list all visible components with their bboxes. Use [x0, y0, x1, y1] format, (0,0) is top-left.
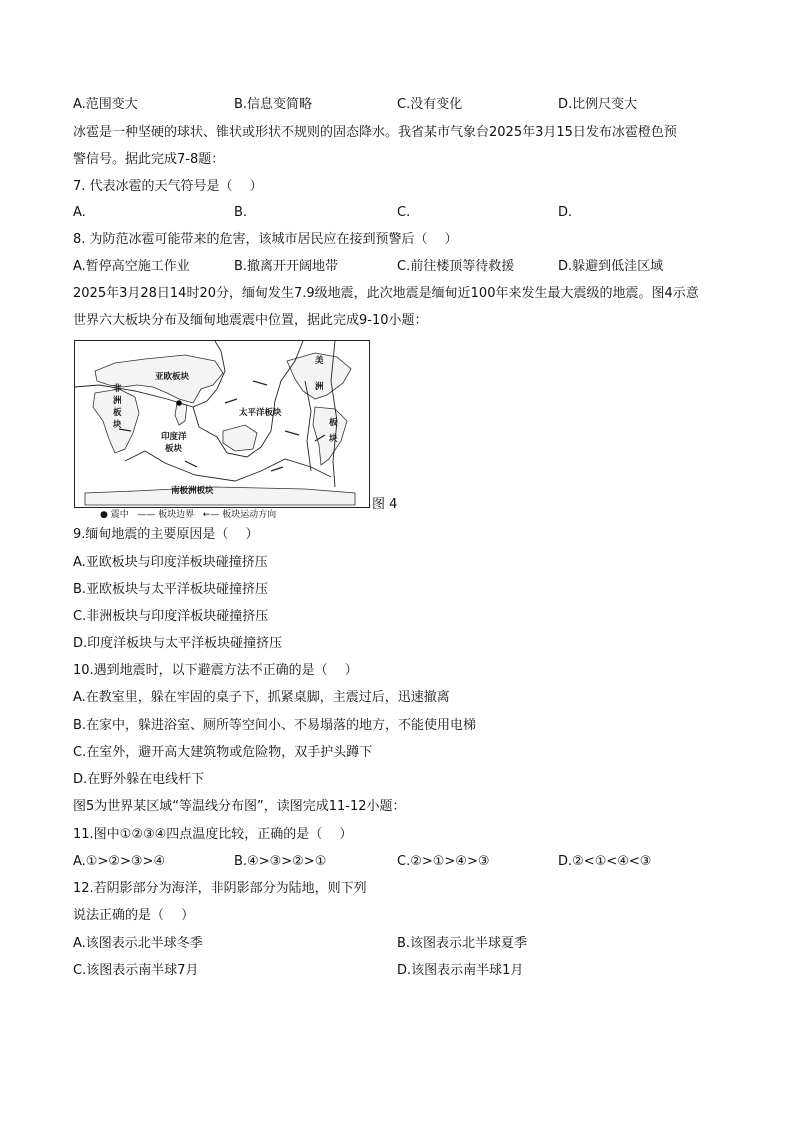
- q6-option-a: A.范围变大: [73, 97, 138, 112]
- q7-option-b: B.: [234, 205, 248, 220]
- q8-option-d: D.躲避到低洼区域: [558, 259, 664, 274]
- q9-option-d: D.印度洋板块与太平洋板块碰撞挤压: [73, 636, 283, 651]
- label-american-plate-1: 美: [315, 356, 324, 366]
- q10-stem: 10.遇到地震时，以下避震方法不正确的是（ ）: [73, 663, 358, 678]
- q7-option-d: D.: [558, 205, 573, 220]
- hail-intro-line-2: 警信号。据此完成7-8题：: [73, 152, 225, 167]
- q12-stem-line-1: 12.若阴影部分为海洋，非阴影部分为陆地，则下列: [73, 881, 367, 896]
- q10-option-b: B.在家中，躲进浴室、厕所等空间小、不易塌落的地方，不能使用电梯: [73, 718, 477, 733]
- q7-option-a: A.: [73, 205, 86, 220]
- label-eurasian-plate: 亚欧板块: [155, 372, 190, 382]
- q6-option-d: D.比例尺变大: [558, 97, 638, 112]
- label-indian-plate-2: 板块: [165, 444, 183, 454]
- label-american-plate-3: 板: [329, 418, 338, 428]
- q8-option-c: C.前往楼顶等待救援: [397, 259, 515, 274]
- q9-stem: 9.缅甸地震的主要原因是（ ）: [73, 527, 259, 542]
- label-african-plate-3: 板: [113, 408, 122, 418]
- q12-stem-line-2: 说法正确的是（ ）: [73, 908, 195, 923]
- quake-intro-line-2: 世界六大板块分布及缅甸地震震中位置，据此完成9-10小题：: [73, 313, 428, 328]
- q7-stem: 7. 代表冰雹的天气符号是（ ）: [73, 179, 263, 194]
- q10-option-d: D.在野外躲在电线杆下: [73, 772, 205, 787]
- q12-option-b: B.该图表示北半球夏季: [397, 936, 528, 951]
- q11-option-a: A.①>②>③>④: [73, 854, 166, 869]
- q9-option-b: B.亚欧板块与太平洋板块碰撞挤压: [73, 582, 269, 597]
- label-african-plate-4: 块: [113, 420, 122, 430]
- fig5-intro: 图5为世界某区域“等温线分布图”，读图完成11-12小题：: [73, 799, 406, 814]
- figure-4-label: 图 4: [372, 497, 398, 512]
- legend-boundary: —— 板块边界: [137, 510, 195, 520]
- q11-option-c: C.②>①>④>③: [397, 854, 490, 869]
- label-indian-plate-1: 印度洋: [161, 432, 187, 442]
- q10-option-c: C.在室外，避开高大建筑物或危险物，双手护头蹲下: [73, 745, 373, 760]
- q8-option-a: A.暂停高空施工作业: [73, 259, 190, 274]
- q8-stem: 8. 为防范冰雹可能带来的危害，该城市居民应在接到预警后（ ）: [73, 232, 458, 247]
- q12-option-a: A.该图表示北半球冬季: [73, 936, 203, 951]
- q10-option-a: A.在教室里，躲在牢固的桌子下，抓紧桌脚，主震过后，迅速撤离: [73, 690, 450, 705]
- plate-map: [74, 340, 370, 508]
- q12-option-d: D.该图表示南半球1月: [397, 963, 524, 978]
- q6-option-c: C.没有变化: [397, 97, 463, 112]
- q9-option-a: A.亚欧板块与印度洋板块碰撞挤压: [73, 555, 268, 570]
- hail-intro-line-1: 冰雹是一种坚硬的球状、锥状或形状不规则的固态降水。我省某市气象台2025年3月15日发布冰雹橙色预: [73, 125, 677, 140]
- quake-intro-line-1: 2025年3月28日14时20分，缅甸发生7.9级地震，此次地震是缅甸近100年来发生最大震级的地震。图4示意: [73, 286, 699, 301]
- label-american-plate-4: 块: [329, 434, 338, 444]
- label-american-plate-2: 洲: [315, 382, 324, 392]
- map-legend: [100, 509, 276, 521]
- label-african-plate-1: 非: [113, 384, 122, 394]
- q12-option-c: C.该图表示南半球7月: [73, 963, 199, 978]
- epicenter-marker: [176, 400, 182, 406]
- q7-option-c: C.: [397, 205, 411, 220]
- q11-stem: 11.图中①②③④四点温度比较，正确的是（ ）: [73, 827, 353, 842]
- q6-option-b: B.信息变简略: [234, 97, 313, 112]
- continents: [85, 353, 355, 505]
- q8-option-b: B.撤离开开阔地带: [234, 259, 339, 274]
- legend-epicenter: ● 震中: [100, 510, 129, 520]
- q9-option-c: C.非洲板块与印度洋板块碰撞挤压: [73, 609, 269, 624]
- label-pacific-plate: 太平洋板块: [239, 408, 282, 418]
- label-antarctic-plate: 南极洲板块: [171, 486, 214, 496]
- label-african-plate-2: 洲: [113, 396, 122, 406]
- q11-option-d: D.②<①<④<③: [558, 854, 652, 869]
- q11-option-b: B.④>③>②>①: [234, 854, 327, 869]
- legend-motion: ←— 板块运动方向: [202, 510, 277, 520]
